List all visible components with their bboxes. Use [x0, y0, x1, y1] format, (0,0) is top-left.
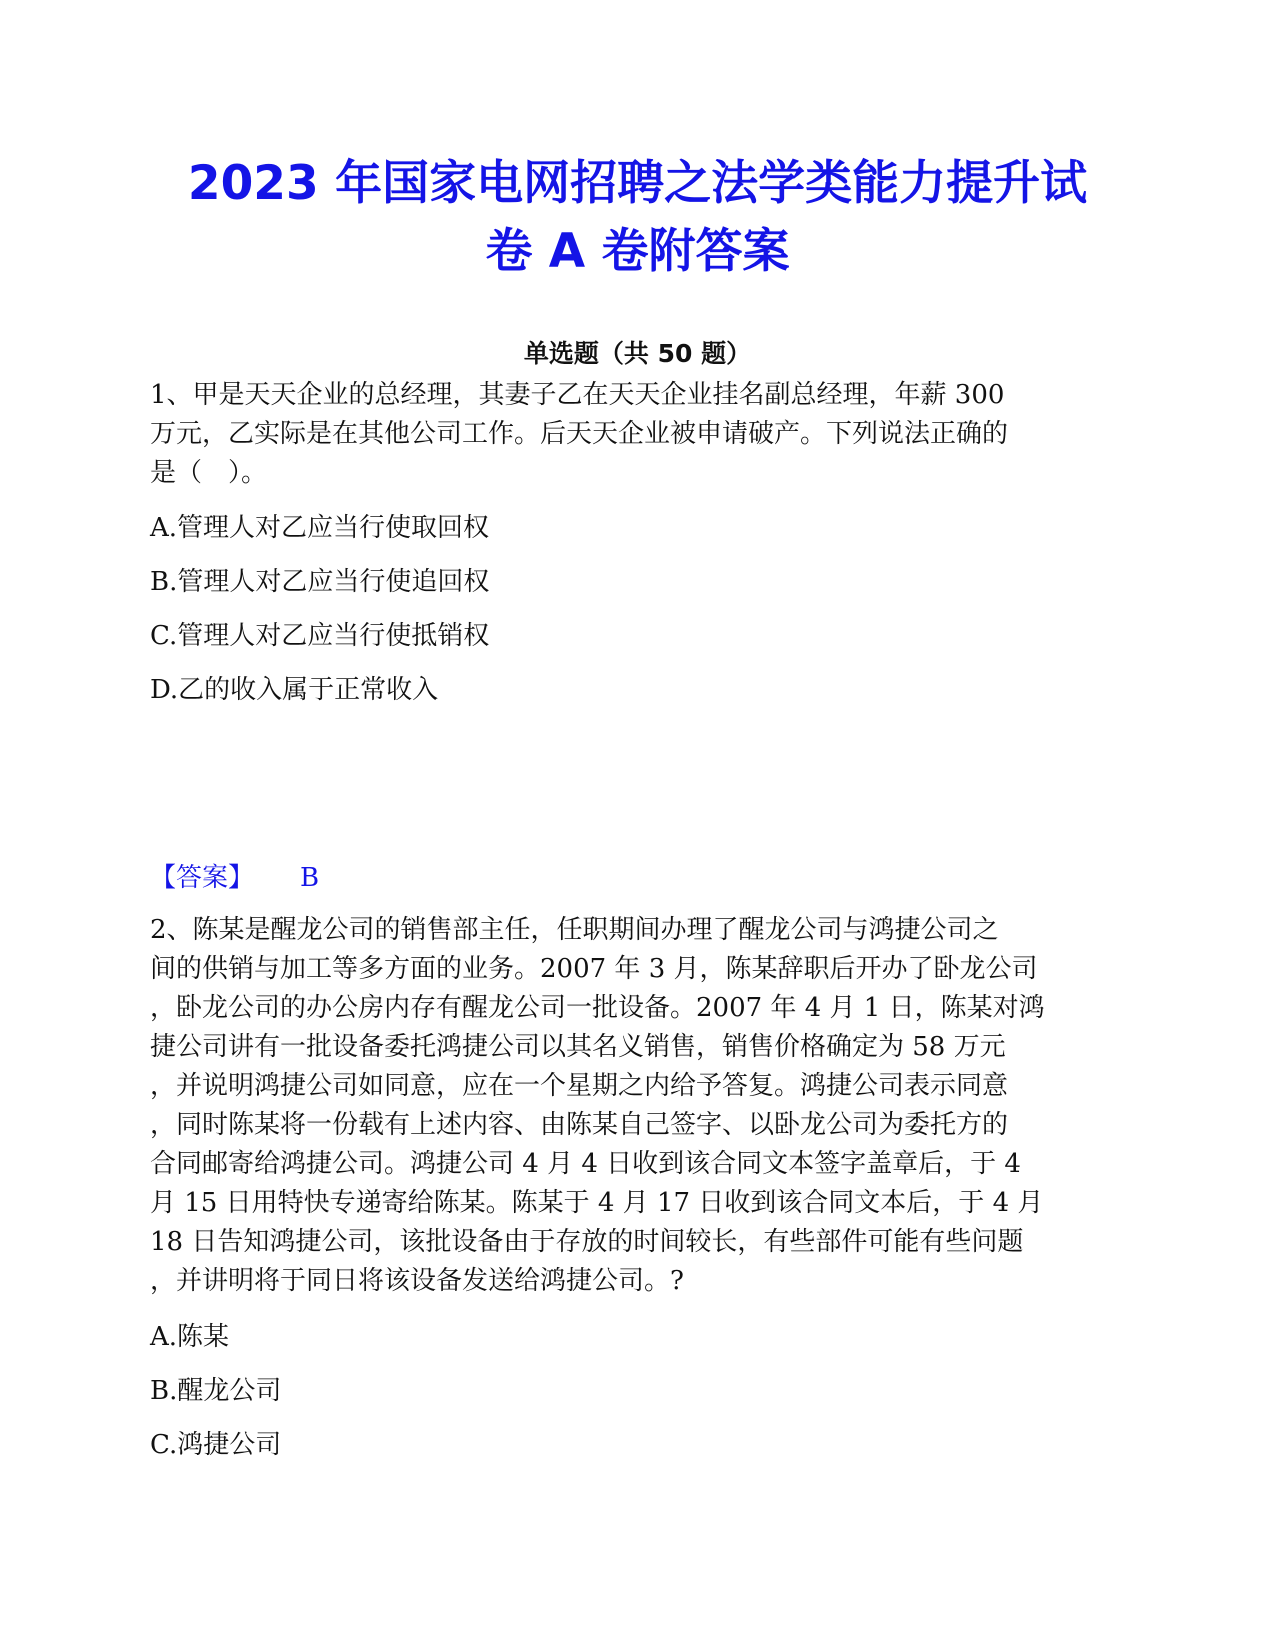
question-2-stem-line: 2、陈某是醒龙公司的销售部主任，任职期间办理了醒龙公司与鸿捷公司之 [150, 915, 999, 945]
question-2-stem-line: ，同时陈某将一份载有上述内容、由陈某自己签字、以卧龙公司为委托方的 [150, 1110, 1009, 1140]
section-heading: 单选题（共 50 题） [523, 339, 752, 368]
question-1-option-b: B.管理人对乙应当行使追回权 [150, 567, 490, 597]
question-1-option-d: D.乙的收入属于正常收入 [150, 675, 439, 705]
question-2-stem-line: 合同邮寄给鸿捷公司。鸿捷公司 4 月 4 日收到该合同文本签字盖章后，于 4 [150, 1149, 1021, 1179]
question-1-answer [150, 858, 319, 898]
document-title-line-1: 2023 年国家电网招聘之法学类能力提升试 [187, 156, 1088, 211]
question-2-stem-line: 间的供销与加工等多方面的业务。2007 年 3 月，陈某辞职后开办了卧龙公司 [150, 954, 1038, 984]
question-2-stem-line: 捷公司讲有一批设备委托鸿捷公司以其名义销售，销售价格确定为 58 万元 [150, 1032, 1006, 1062]
question-2-stem-line: 月 15 日用特快专递寄给陈某。陈某于 4 月 17 日收到该合同文本后，于 4 月 [150, 1188, 1044, 1218]
answer-label: 【答案】 [150, 863, 255, 893]
document-title-line-2: 卷 A 卷附答案 [485, 224, 790, 279]
question-1-stem-line: 万元，乙实际是在其他公司工作。后天天企业被申请破产。下列说法正确的 [150, 419, 1009, 449]
question-1-option-c: C.管理人对乙应当行使抵销权 [150, 621, 490, 651]
question-1-stem-line: 1、甲是天天企业的总经理，其妻子乙在天天企业挂名副总经理，年薪 300 [150, 380, 1005, 410]
question-2-stem-line: ，并讲明将于同日将该设备发送给鸿捷公司。? [150, 1266, 684, 1296]
question-2-option-a: A.陈某 [150, 1322, 230, 1352]
question-2-option-c: C.鸿捷公司 [150, 1430, 282, 1460]
question-2-stem-line: ，并说明鸿捷公司如同意，应在一个星期之内给予答复。鸿捷公司表示同意 [150, 1071, 1009, 1101]
question-1-option-a: A.管理人对乙应当行使取回权 [150, 513, 490, 543]
question-2-option-b: B.醒龙公司 [150, 1376, 282, 1406]
answer-value: B [300, 863, 320, 893]
question-1-stem-line: 是（ ）。 [150, 458, 268, 488]
question-2-stem-line: ，卧龙公司的办公房内存有醒龙公司一批设备。2007 年 4 月 1 日，陈某对鸿 [150, 993, 1045, 1023]
question-2-stem-line: 18 日告知鸿捷公司，该批设备由于存放的时间较长，有些部件可能有些问题 [150, 1227, 1024, 1257]
